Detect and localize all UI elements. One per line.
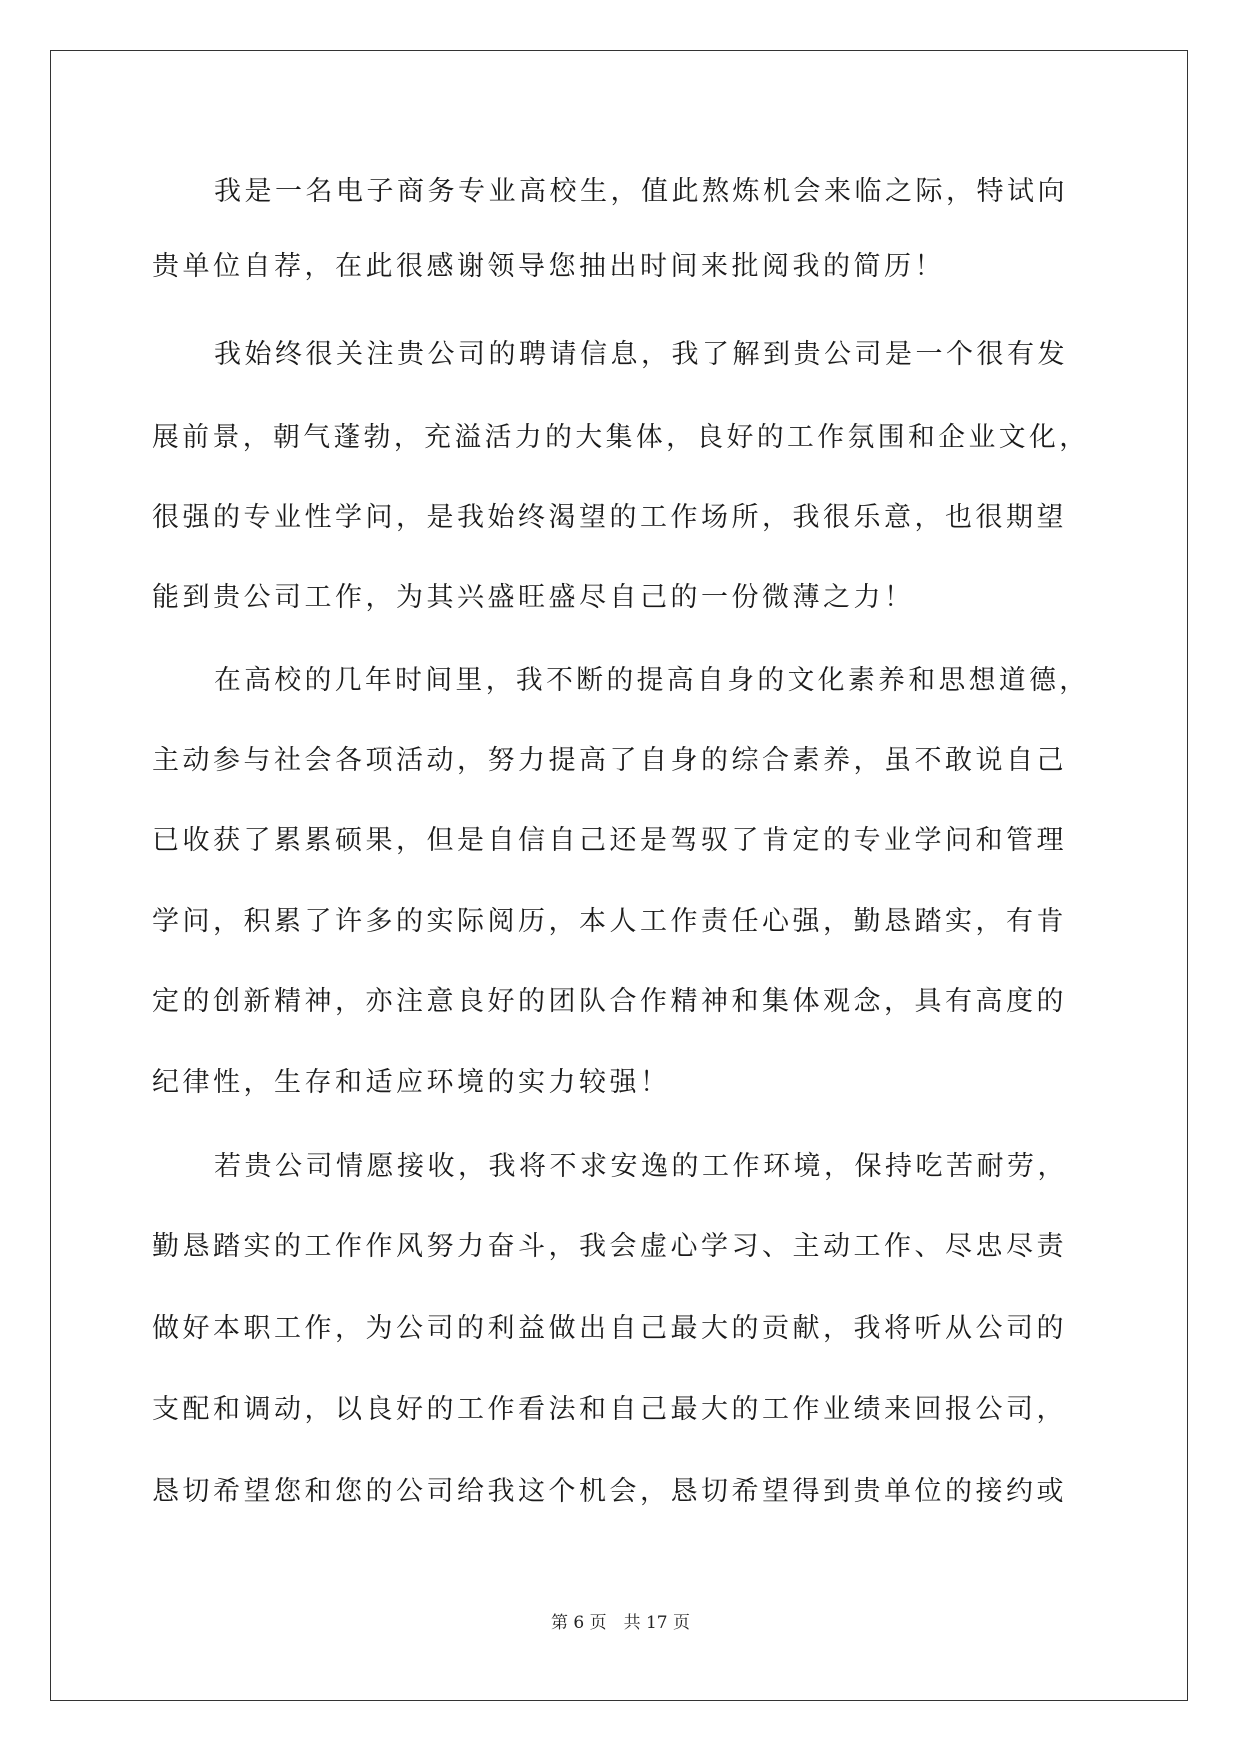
paragraph-4-line-4: 支配和调动，以良好的工作看法和自己最大的工作业绩来回报公司， [152,1394,1067,1425]
paragraph-2-line-2: 展前景，朝气蓬勃，充溢活力的大集体，良好的工作氛围和企业文化， [152,422,1090,453]
paragraph-4-line-1: 若贵公司情愿接收，我将不求安逸的工作环境，保持吃苦耐劳， [214,1151,1068,1182]
page-number-footer: 第 6 页 共 17 页 [550,1613,691,1633]
paragraph-4-line-3: 做好本职工作，为公司的利益做出自己最大的贡献，我将听从公司的 [152,1313,1067,1344]
paragraph-3-line-1: 在高校的几年时间里，我不断的提高自身的文化素养和思想道德， [214,665,1090,696]
paragraph-4-line-5: 恳切希望您和您的公司给我这个机会，恳切希望得到贵单位的接约或 [152,1476,1067,1507]
paragraph-2-line-4: 能到贵公司工作，为其兴盛旺盛尽自己的一份微薄之力！ [152,582,915,613]
paragraph-2-line-3: 很强的专业性学问，是我始终渴望的工作场所，我很乐意，也很期望 [152,502,1067,533]
paragraph-1-line-1: 我是一名电子商务专业高校生，值此熬炼机会来临之际，特试向 [214,176,1068,207]
paragraph-2-line-1: 我始终很关注贵公司的聘请信息，我了解到贵公司是一个很有发 [214,339,1068,370]
paragraph-3-line-5: 定的创新精神，亦注意良好的团队合作精神和集体观念，具有高度的 [152,986,1067,1017]
paragraph-1-line-2: 贵单位自荐，在此很感谢领导您抽出时间来批阅我的简历！ [152,251,945,282]
paragraph-3-line-3: 已收获了累累硕果，但是自信自己还是驾驭了肯定的专业学问和管理 [152,825,1067,856]
paragraph-4-line-2: 勤恳踏实的工作作风努力奋斗，我会虚心学习、主动工作、尽忠尽责 [152,1231,1067,1262]
page-border [50,50,1188,1701]
paragraph-3-line-4: 学问，积累了许多的实际阅历，本人工作责任心强，勤恳踏实，有肯 [152,906,1067,937]
paragraph-3-line-6: 纪律性，生存和适应环境的实力较强！ [152,1067,671,1098]
paragraph-3-line-2: 主动参与社会各项活动，努力提高了自身的综合素养，虽不敢说自己 [152,745,1067,776]
